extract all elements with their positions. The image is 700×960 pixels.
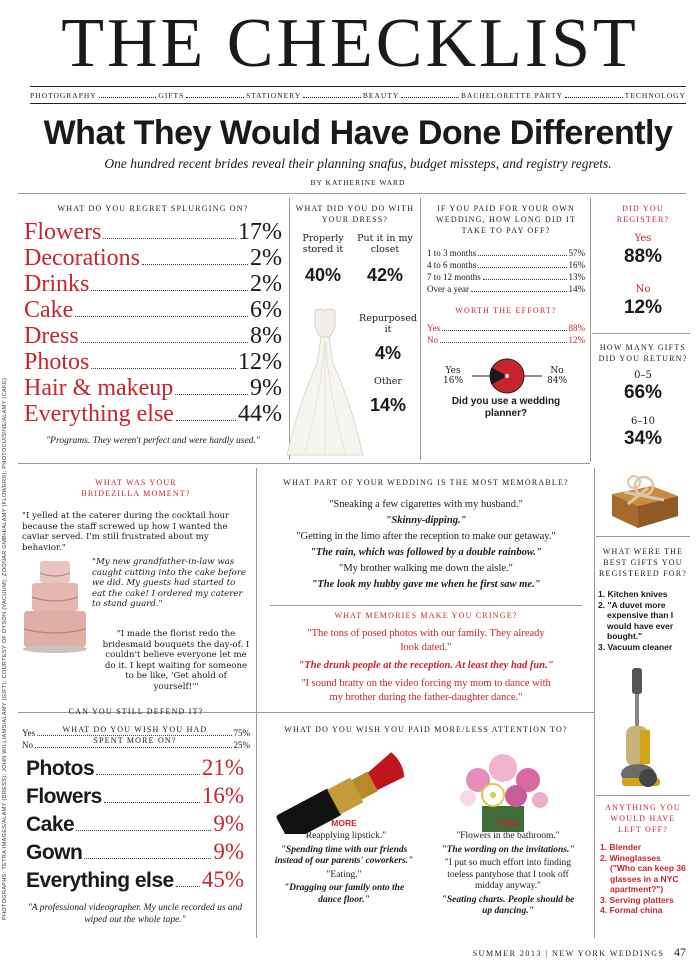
memorable-line: "The rain, which was followed by a double rainbow." — [310, 547, 542, 558]
spent-row — [26, 782, 244, 810]
more-line: "Reapplying lipstick." — [301, 831, 387, 841]
splurge-section — [24, 203, 282, 447]
bridezilla-quote-2: "My new grandfather-in-law was caught cutting into the cake before we did. My guests had started to eat the cake! I ordered my caterer to stand guard." — [92, 557, 247, 609]
row-value: 45% — [201, 867, 244, 892]
row-label: Hair & makeup — [24, 375, 174, 401]
payoff-row — [427, 271, 585, 283]
payoff-row — [427, 259, 585, 271]
row-value: 9% — [213, 839, 244, 864]
row-label: Photos — [24, 349, 90, 375]
splurge-row — [24, 245, 282, 271]
row-value: 6% — [250, 297, 282, 323]
cringe-title: WHAT MEMORIES MAKE YOU CRINGE? — [334, 611, 518, 620]
row-value: 17% — [238, 219, 282, 245]
row-value: 9% — [250, 375, 282, 401]
returns-b-label: 6–10 — [630, 416, 656, 427]
nav-item[interactable]: BEAUTY — [362, 91, 400, 100]
attention-title: WHAT DO YOU WISH YOU PAID MORE/LESS ATTENTION TO? — [284, 725, 568, 734]
planner-no-label: No — [550, 366, 564, 376]
dress-other-pct: 14% — [369, 395, 407, 415]
row-label: Cake — [26, 813, 75, 836]
register-yes-pct: 88% — [623, 246, 663, 267]
row-value: 44% — [238, 401, 282, 427]
bridezilla-quote-1: "I yelled at the caterer during the cocktail hour because the staff screwed up how I wanted the caviar served. I'm still frustrated about my behavior." — [22, 511, 230, 553]
row-label: Everything else — [24, 401, 174, 427]
row-label: Over a year — [427, 284, 469, 294]
spent-title: WHAT DO YOU WISH YOU HAD SPENT MORE ON? — [62, 725, 208, 745]
planner-chart — [427, 356, 585, 426]
byline: BY KATHERINE WARD — [310, 178, 406, 187]
worth-row — [427, 334, 585, 346]
splurge-row — [24, 271, 282, 297]
payoff-title: IF YOU PAID FOR YOUR OWN WEDDING, HOW LONG DID IT TAKE TO PAY OFF? — [436, 204, 576, 235]
row-label: Flowers — [24, 219, 102, 245]
row-value: 16% — [568, 260, 585, 270]
row-value: 8% — [250, 323, 282, 349]
footer-publication: NEW YORK WEDDINGS — [552, 949, 665, 958]
best-gifts-section — [596, 546, 690, 652]
memorable-line: "My brother walking me down the aisle." — [339, 563, 513, 574]
returns-a-label: 0–5 — [634, 370, 652, 381]
splurge-row — [24, 401, 282, 427]
planner-yes-pct: 16% — [443, 376, 464, 386]
row-value: 14% — [568, 284, 585, 294]
row-label: Drinks — [24, 271, 90, 297]
planner-no-pct: 84% — [547, 376, 568, 386]
left-off-item: 3. Serving platters — [600, 894, 674, 905]
page-footer: SUMMER 2013 | NEW YORK WEDDINGS 47 — [472, 945, 686, 959]
more-line: "Spending time with our friends instead of our parents' coworkers." — [274, 844, 414, 866]
dress-title: WHAT DID YOU DO WITH YOUR DRESS? — [295, 204, 415, 224]
gift-box-image — [606, 470, 682, 530]
row-label: 7 to 12 months — [427, 272, 481, 282]
returns-a-pct: 66% — [623, 382, 663, 403]
less-line: "Flowers in the bathroom." — [456, 831, 560, 841]
row-value: 88% — [568, 323, 585, 333]
row-label: Gown — [26, 841, 83, 864]
more-line: "Dragging our family onto the dance floor." — [283, 883, 405, 905]
row-label: 4 to 6 months — [427, 260, 477, 270]
memorable-line: "Getting in the limo after the reception to make our getaway." — [296, 531, 556, 542]
spent-quote: "A professional videographer. My uncle recorded us and wiped out the whole tape." — [27, 903, 243, 925]
best-gift-item: 1. Kitchen knives — [598, 589, 668, 599]
row-label: Photos — [26, 757, 95, 780]
dress-stored-label: Properly stored it — [302, 233, 344, 255]
less-label: LESS — [496, 818, 520, 828]
photo-credit: PHOTOGRAPHS: TETRA IMAGES/ALAMY (DRESS); JOHN WILLIAMS/ALAMY (GIFT); COURTESY OF DYSON (VACUUM); ZOONAR GMBH/ALAMY (FLOWERS); PHOTOCUISINE/ALAMY (CAKE) — [2, 377, 8, 920]
worth-row — [427, 322, 585, 334]
splurge-quote: "Programs. They weren't perfect and were hardly used." — [46, 436, 260, 446]
cringe-line: "I sound bratty on the video forcing my mom to dance with my brother during the father-daughter dance." — [301, 678, 551, 703]
bridezilla-title: WHAT WAS YOUR BRIDEZILLA MOMENT? — [81, 478, 191, 498]
byline-rule — [18, 193, 686, 194]
row-label: Everything else — [26, 869, 174, 892]
wedding-dress-image — [285, 303, 365, 461]
page-number: 47 — [674, 945, 686, 959]
row-label: Decorations — [24, 245, 140, 271]
memorable-title: WHAT PART OF YOUR WEDDING IS THE MOST MEMORABLE? — [283, 478, 569, 487]
dress-closet-label: Put it in my closet — [357, 233, 413, 255]
less-line: "The wording on the invitations." — [441, 844, 575, 855]
attention-section — [262, 724, 590, 916]
dress-repurposed-pct: 4% — [374, 343, 401, 363]
dress-section — [293, 203, 417, 415]
headline: What They Would Have Done Differently — [43, 114, 673, 152]
vacuum-cleaner-image — [618, 666, 668, 790]
spent-row — [26, 838, 244, 866]
dress-other-label: Other — [374, 376, 402, 387]
dress-repurposed-label: Repurposed it — [359, 313, 417, 335]
less-line: "I put so much effort into finding toeless pantyhose that I took off midday anyway." — [444, 858, 572, 891]
cringe-line: "The drunk people at the reception. At least they had fun." — [298, 660, 554, 671]
top-rule — [30, 86, 686, 87]
row-label: Yes — [427, 323, 441, 333]
left-off-item: ("Who can keep 36 glasses in a NYC apartment?") — [610, 863, 686, 894]
row-value: 13% — [568, 272, 585, 282]
row-label: Cake — [24, 297, 74, 323]
planner-question: Did you use a wedding planner? — [451, 396, 561, 419]
row-value: 12% — [238, 349, 282, 375]
row-value: 57% — [568, 248, 585, 258]
best-gifts-title: WHAT WERE THE BEST GIFTS YOU REGISTERED FOR? — [599, 547, 687, 578]
returns-b-pct: 34% — [623, 428, 663, 449]
memorable-line: "The look my hubby gave me when he first saw me." — [311, 579, 541, 590]
payoff-row — [427, 247, 585, 259]
left-off-item: 4. Formal china — [600, 905, 663, 915]
section-nav — [30, 91, 686, 100]
nav-item[interactable]: PHOTOGRAPHY — [30, 91, 97, 100]
splurge-row — [24, 219, 282, 245]
splurge-row — [24, 375, 282, 401]
more-line: "Eating." — [326, 869, 362, 880]
memorable-section — [262, 477, 590, 705]
bridezilla-quote-3: "I made the florist redo the bridesmaid bouquets the day-of. I couldn't believe everyone let me do it. I kept waiting for someone to be like, 'Get ahold of yourself!'" — [102, 629, 250, 692]
dek: One hundred recent brides reveal their planning snafus, budget missteps, and registry regrets. — [104, 156, 612, 171]
nav-item[interactable]: TECHNOLOGY — [624, 91, 686, 100]
spent-section — [26, 724, 244, 926]
register-yes-label: Yes — [634, 233, 652, 244]
more-label: MORE — [331, 818, 357, 828]
row-value: 9% — [213, 811, 244, 836]
row-label: Flowers — [26, 785, 102, 808]
dress-closet-pct: 42% — [366, 265, 404, 285]
nav-item[interactable]: STATIONERY — [245, 91, 302, 100]
left-off-title: ANYTHING YOU WOULD HAVE LEFT OFF? — [605, 803, 681, 834]
register-title: DID YOU REGISTER? — [616, 204, 670, 224]
row-value: 12% — [568, 335, 585, 345]
defend-title: CAN YOU STILL DEFEND IT? — [68, 707, 204, 716]
row-label: Yes — [22, 728, 36, 738]
nav-item[interactable]: GIFTS — [158, 91, 185, 100]
row-value: 2% — [250, 271, 282, 297]
best-gift-item: 2. "A duvet more expensive than I would have ever bought." — [598, 599, 674, 641]
row-value: 2% — [250, 245, 282, 271]
spent-row — [26, 810, 244, 838]
returns-title: HOW MANY GIFTS DID YOU RETURN? — [598, 343, 688, 363]
row-label: 1 to 3 months — [427, 248, 477, 258]
nav-item[interactable]: BACHELORETTE PARTY — [460, 91, 564, 100]
row-label: Dress — [24, 323, 79, 349]
left-off-section — [596, 802, 690, 916]
splurge-row — [24, 349, 282, 375]
spent-row — [26, 754, 244, 782]
planner-pie-center — [505, 374, 509, 378]
row-value: 16% — [201, 783, 244, 808]
row-label: No — [427, 335, 438, 345]
splurge-title: WHAT DO YOU REGRET SPLURGING ON? — [57, 204, 249, 213]
best-gift-item: 3. Vacuum cleaner — [598, 641, 673, 652]
less-line: "Seating charts. People should be up dancing." — [441, 894, 575, 916]
masthead: THE CHECKLIST — [61, 5, 639, 82]
returns-section — [596, 342, 690, 450]
worth-title: WORTH THE EFFORT? — [455, 306, 557, 315]
splurge-row — [24, 297, 282, 323]
memorable-line: "Skinny-dipping." — [385, 515, 467, 526]
row-value: 75% — [233, 728, 250, 738]
footer-issue: SUMMER 2013 — [472, 949, 542, 958]
dress-stored-pct: 40% — [304, 265, 342, 285]
row-label: No — [22, 740, 33, 750]
spent-row — [26, 866, 244, 894]
wedding-cake-image — [22, 557, 88, 653]
left-off-item: 2. Wineglasses — [600, 852, 661, 863]
cringe-line: "The tons of posed photos with our family. They already look dated." — [307, 628, 545, 653]
planner-yes-label: Yes — [445, 366, 461, 376]
row-value: 25% — [233, 740, 250, 750]
memorable-line: "Sneaking a few cigarettes with my husband." — [329, 499, 523, 510]
register-section — [596, 203, 690, 319]
row-value: 21% — [201, 755, 244, 780]
splurge-row — [24, 323, 282, 349]
left-off-item: 1. Blender — [600, 842, 642, 852]
payoff-row — [427, 283, 585, 295]
nav-rule — [30, 103, 686, 104]
bridezilla-section — [22, 477, 250, 751]
register-no-pct: 12% — [623, 297, 663, 318]
register-no-label: No — [635, 284, 651, 295]
payoff-section — [427, 203, 585, 426]
